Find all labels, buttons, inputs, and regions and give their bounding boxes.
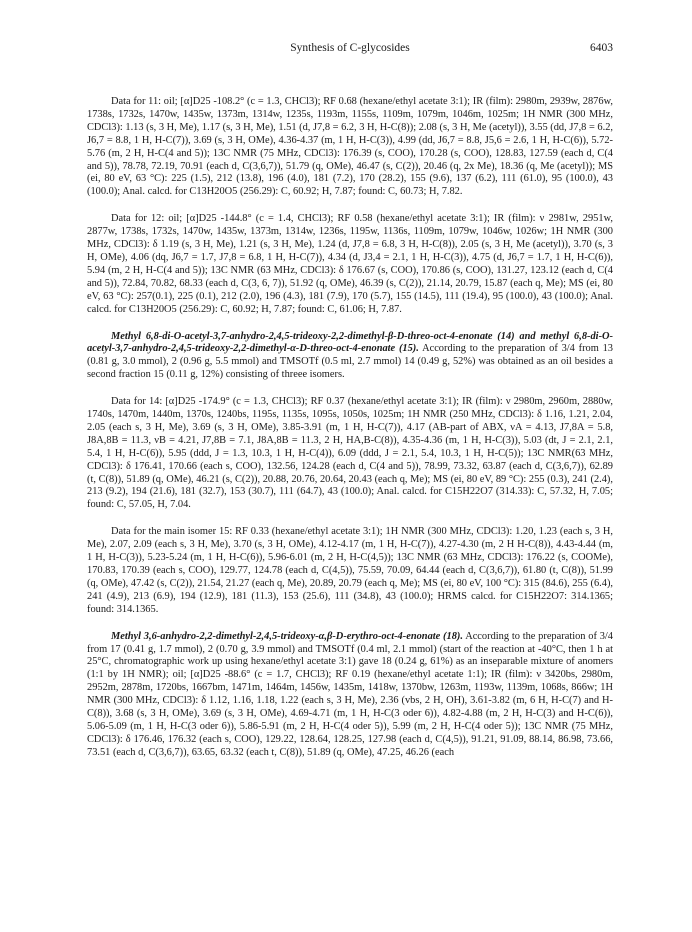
paragraph-text: Data for the main isomer 15: RF 0.33 (hexane/ethyl acetate 3:1); 1H NMR (300 MHz, CDCl3): 1.20, 1.23 (each s, 3 H, Me), 2.07, 2.09 (each s, 3 H, Me), 3.70 (s, 3 H, OMe), 4.12-4.17 (m, 1 H, H-C(7)), 4.27-4.30 (m, 2 H H-C(8)), 4.43-4.44 (m, 1 H, H-C(3)), 5.23-5.24 (m, 1 H, H-C(6)), 5.96-6.01 (m, 2 H, H-C(4,5)); 13C NMR (63 MHz, CDCl3): 176.22 (s, COOMe), 170.83, 170.39 (each s, COO), 129.77, 124.78 (each d, C(4,5)), 75.59, 70.09, 64.44 (each d, C(3,6,7)), 61.80 (t, C(8)), 51.99 (q, OMe), 47.42 (s, C(2)), 21.54, 21.27 (each q, Me), 20.89, 20.79 (each q, Me); MS (ei, 80 eV, 100 °C): 315 (84.6), 255 (6.4), 241 (4.9), 213 (6.9), 194 (12.9), 181 (11.3), 153 (25.6), 111 (34.8), 43 (100.0); HRMS calcd. for C15H22O7: 314.1365; found: 314.1365.: [87, 526, 613, 615]
page-number: 6403: [590, 42, 613, 54]
compound-title: Methyl 6,8-di-O-acetyl-3,7-anhydro-2,4,5-trideoxy-2,2-dimethyl-β-D-threo-oct-4-enonate (14) and methyl 6,8-di-O-acetyl-3,7-anhydro-2,4,5-trideoxy-2,2-dimethyl-α-D-threo-oct-4-enonate (15).: [87, 330, 613, 355]
paragraph-data-12: [87, 213, 613, 316]
paragraph-compounds-14-15: [87, 331, 613, 383]
paragraph-text: Data for 12: oil; [α]D25 -144.8° (c = 1.4, CHCl3); RF 0.58 (hexane/ethyl acetate 3:1); IR (film): ν 2981w, 2951w, 2877w, 1738s, 1732s, 1470w, 1435w, 1373m, 1314w, 1236s, 1195w, 1136s, 1109m, 1079w, 1046w, 1026w; 1H NMR (300 MHz, CDCl3): δ 1.19 (s, 3 H, Me), 1.21 (s, 3 H, Me), 1.24 (d, J7,8 = 6.8, 3 H, H-C(8)), 2.05 (s, 3 H, Me (acetyl)), 3.70 (s, 3 H, OMe), 4.06 (dq, J6,7 = 1.7, J7,8 = 6.8, 1 H, H-C(7)), 4.34 (d, J3,4 = 2.1, 1 H, H-C(3)), 4.75 (d, J6,7 = 1.7, 1 H, H-C(6)), 5.94 (m, 2 H, H-C(4 and 5)); 13C NMR (63 MHz, CDCl3): δ 176.67 (s, COO), 170.86 (s, COO), 131.27, 123.12 (each d, C(4 and 5)), 72.84, 70.82, 68.33 (each d, C(3, 6, 7)), 51.92 (q, OMe), 46.39 (s, C(2)), 21.14, 20.79, 15.87 (each q, Me); MS (ei, 80 eV, 63 °C): 257(0.1), 225 (0.1), 212 (2.0), 196 (4.3), 181 (7.9), 170 (5.7), 155 (14.5), 111 (19.4), 95 (100.0), 43 (100.0); Anal. calcd. for C13H20O5 (256.29): C, 60.92; H, 7.87; found: C, 61.06; H, 7.87.: [87, 213, 613, 315]
compound-title: Methyl 3,6-anhydro-2,2-dimethyl-2,4,5-trideoxy-α,β-D-erythro-oct-4-enonate (18).: [111, 630, 463, 642]
paragraph-data-11: [87, 96, 613, 199]
paragraph-text: Data for 14: [α]D25 -174.9° (c = 1.3, CHCl3); RF 0.37 (hexane/ethyl acetate 3:1); IR (film): ν 2980m, 2960m, 2880w, 1740s, 1470m, 1440m, 1370s, 1240bs, 1195s, 1135s, 1095s, 1050s, 1025m; 1H NMR (250 MHz, CDCl3): δ 1.16, 1.21, 2.04, 2.05 (each s, 3 H, Me), 3.69 (s, 3 H, OMe), 3.85-3.91 (m, 1 H, H-C(7)), 4.17 (AB-part of ABX, νA = 4.13, J7,8A = 5.8, J8A,8B = 11.3, νB = 4.21, J7,8B = 7.1, J8A,8B = 11.3, 2 H, HA,B-C(8)), 4.35-4.36 (m, 1 H, H-C(3)), 5.03 (dt, J = 2.1, 2.1, 5.4, 1 H, H-C(6)), 5.95 (ddd, J = 1.3, 10.3, 1 H, H-C(4)), 6.09 (ddd, J = 2.1, 5.4, 10.3, 1 H, H-C(5)); 13C NMR(63 MHz, CDCl3): δ 176.41, 170.66 (each s, COO), 132.56, 124.28 (each d, C(4 and 5)), 78.99, 73.32, 63.87 (each d, C(3,6,7)), 62.89 (t, C(8)), 51.89 (q, OMe), 46.21 (s, C(2)), 20.88, 20.76, 20.64, 20.43 (each q, Me); MS (ei, 80 eV, 89 °C): 255 (0.3), 241 (2.4), 213 (9.2), 194 (21.6), 181 (32.7), 153 (30.7), 111 (64.7), 43 (100.0); Anal. calcd. for C15H22O7 (314.33): C, 57.32, H, 7.05; found: C, 57.05, H, 7.04.: [87, 396, 613, 511]
paragraph-text: According to the preparation of 3/4 from 13 (0.81 g, 3.0 mmol), 2 (0.96 g, 5.5 mmol) and TMSOTf (0.5 ml, 2.7 mmol) 14 (0.49 g, 52%) was obtained as an oil besides a second fraction 15 (0.11 g, 12%) consisting of threee isomers.: [87, 343, 613, 381]
paragraph-compound-18: [87, 631, 613, 760]
running-title: Synthesis of C-glycosides: [290, 42, 410, 54]
paragraph-text: According to the preparation of 3/4 from 17 (0.41 g, 1.7 mmol), 2 (0.70 g, 3.9 mmol) and TMSOTf (0.4 ml, 2.1 mmol) (start of the reaction at -40°C, then 1 h at 25°C, chromatographic work up using hexane/ethyl acetate 3:1) gave 18 (0.24 g, 61%) as an inseparable mixture of anomers (1:1 by 1H NMR); oil; [α]D25 -88.6° (c = 1.7, CHCl3); RF 0.19 (hexane/ethyl acetate 1:1); IR (film): ν 3420bs, 2980m, 2952m, 2878m, 1720bs, 1667bm, 1471m, 1464m, 1456w, 1435m, 1418w, 1370bw, 1263m, 1193w, 1139m, 1068s, 866w; 1H NMR (300 MHz, CDCl3): δ 1.12, 1.16, 1.18, 1.22 (each s, 3 H, Me), 2.36 (vbs, 2 H, OH), 3.61-3.82 (m, 6 H, H-C(7) and H-C(8)), 3.68 (s, 3 H, OMe), 3.69 (s, 3 H, OMe), 4.69-4.71 (m, 1 H, H-C(3 oder 6)), 4.82-4.88 (m, 2 H, H-C(3) and H-C(6)), 5.06-5.09 (m, 1 H, H-C(3 oder 6)), 5.86-5.91 (m, 2 H, H-C(4 oder 5)), 5.99 (m, 2 H, H-C(4 oder 5)); 13C NMR (75 MHz, CDCl3): δ 176.46, 176.32 (each s, COO), 129.22, 128.64, 128.25, 127.98 (each d, C(4,5)), 91.21, 91.09, 88.14, 86.98, 73.66, 73.51 (each d, C(3,6,7)), 63.65, 63.32 (each t, C(8)), 51.89 (q, OMe), 47.25, 46.26 (each: [87, 630, 613, 758]
body-text: [87, 96, 613, 774]
paragraph-data-15: [87, 526, 613, 616]
paragraph-data-14: [87, 396, 613, 512]
running-header: [87, 42, 613, 58]
paragraph-text: Data for 11: oil; [α]D25 -108.2° (c = 1.3, CHCl3); RF 0.68 (hexane/ethyl acetate 3:1); IR (film): 2980m, 2939w, 2876w, 1738s, 1732s, 1470w, 1435w, 1373m, 1314w, 1235s, 1193m, 1155s, 1109m, 1079m, 1046m, 1025m; 1H NMR (300 MHz, CDCl3): 1.13 (s, 3 H, Me), 1.17 (s, 3 H, Me), 1.51 (d, J7,8 = 6.2, 3 H, H-C(8)); 2.08 (s, 3 H, Me (acetyl)), 3.55 (dd, J7,8 = 6.2, J6,7 = 8.8, 1 H, H-C(7)), 3.69 (s, 3 H, OMe), 4.36-4.37 (m, 1 H, H-C(3)), 4.99 (dd, J6,7 = 8.8, J5,6 = 2.6, 1 H, H-C(6)), 5.72-5.76 (m, 2 H, H-C(4 and 5)); 13C NMR (75 MHz, CDCl3): 176.39 (s, COO), 170.28 (s, COO), 128.83, 127.59 (each d, C(4 and 5)), 78.78, 72.19, 70.91 (each d, C(3,6,7)), 51.79 (q, OMe), 46.47 (s, C(2)), 20.46 (q, 2x Me), 18.36 (q, Me (acetyl)); MS (ei, 80 eV, 63 °C): 225 (1.5), 212 (13.8), 196 (4.0), 181 (7.2), 170 (28.2), 155 (9.6), 137 (6.2), 111 (61.0), 95 (100.0), 43 (100.0); Anal. calcd. for C13H20O5 (256.29): C, 60.92; H, 7.87; found: C, 60.73; H, 7.82.: [87, 96, 614, 198]
